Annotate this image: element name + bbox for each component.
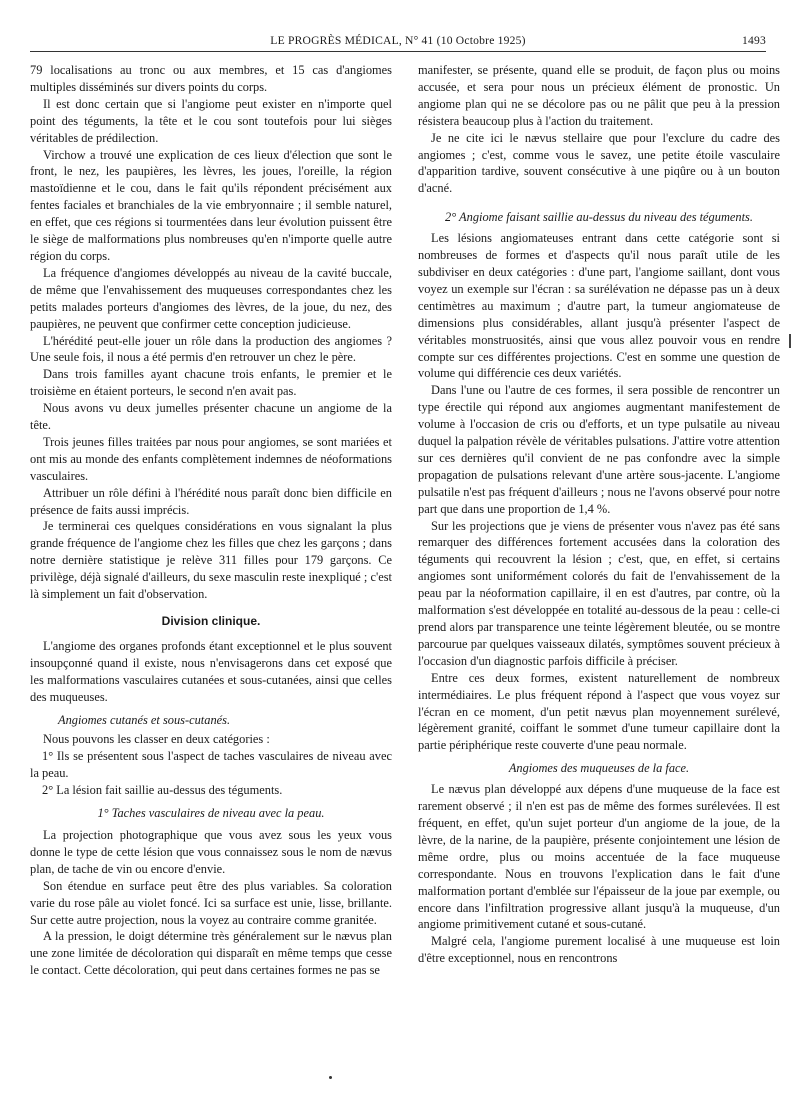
left-column: [30, 62, 392, 979]
paragraph: Malgré cela, l'angiome purement localisé à une muqueuse est loin d'être exceptionnel, nous en rencontrons: [418, 934, 780, 966]
margin-mark: [789, 334, 791, 348]
subsection-heading: 1° Taches vasculaires de niveau avec la peau.: [97, 806, 325, 821]
paragraph: Dans l'une ou l'autre de ces formes, il sera possible de rencontrer un type érectile qui répond aux angiomes augmentant manifestement de volume à l'occasion de cris ou d'efforts, et un type pulsatile au niveau duquel la palpation révèle de véritables pulsations. J'attire votre attention sur ces dernières qu'il convient de ne pas confondre avec la simple propagation de pulsations relevant d'une artère sous-jacente. L'angiome pulsatile n'est pas fréquent d'ailleurs ; nous ne l'avons observé pour notre part que dans une proportion de 1,4 %.: [418, 383, 780, 516]
right-column: [418, 62, 780, 967]
list-item: 2° La lésion fait saillie au-dessus des téguments.: [42, 783, 283, 798]
paragraph: Entre ces deux formes, existent naturellement de nombreux intermédiaires. Le plus fréquent répond à l'aspect que vous voyez sur l'écran en ce moment, d'un petit nævus plan moyennement surélevé, légèrement granité, coiffant le sommet d'une tumeur capillaire dont la partie périphérique reste couverte d'une peau normale.: [418, 670, 780, 753]
paragraph: Je ne cite ici le nævus stellaire que pour l'exclure du cadre des angiomes ; c'est, comme vous le savez, une petite étoile vasculaire d'apparition tardive, souvent consécutive à une piqûre ou à un bouton d'acné.: [418, 130, 780, 196]
list-item: 1° Ils se présentent sous l'aspect de taches vasculaires de niveau avec la peau.: [30, 749, 392, 781]
paragraph: Trois jeunes filles traitées par nous pour angiomes, se sont mariées et ont mis au monde des enfants complètement indemnes de néoformations vasculaires.: [30, 434, 392, 483]
paragraph: Le nævus plan développé aux dépens d'une muqueuse de la face est rarement observé ; il n'en est pas de même des formes surélevées. Il est fréquent, en effet, qu'un sujet porteur d'un angiome de la joue, de la lèvre, de la narine, de la paupière, présente conjointement une lésion de même ordre, plus ou moins accentuée de la face muqueuse correspondante. Nous en trouvons l'explication dans le fait d'une malformation portant d'emblée sur l'épaisseur de la joue par exemple, ou encore dans l'infiltration progressive allant jusqu'à la muqueuse, d'un angiome primitivement cutané et sous-cutané.: [418, 782, 780, 932]
paragraph: La projection photographique que vous avez sous les yeux vous donne le type de cette lésion que vous connaissez sous le nom de nævus plan, de tache de vin ou encore d'envie.: [30, 827, 392, 876]
print-dot: [329, 1076, 332, 1079]
subsection-heading: Angiomes des muqueuses de la face.: [508, 761, 690, 776]
paragraph: Je terminerai ces quelques considérations en vous signalant la plus grande fréquence de l'angiome chez les filles que chez les garçons ; dans notre dernière statistique je relève 311 filles pour 179 garçons. Ce privilège, déjà signalé d'ailleurs, du sexe masculin reste inexpliqué ; c'est là simplement un fait d'observation.: [30, 519, 392, 602]
paragraph: Attribuer un rôle défini à l'hérédité nous paraît donc bien difficile en présence de faits aussi imprécis.: [30, 485, 392, 517]
section-heading: Division clinique.: [161, 614, 261, 628]
journal-title: LE PROGRÈS MÉDICAL, N° 41 (10 Octobre 1925): [270, 34, 526, 47]
paragraph: Virchow a trouvé une explication de ces lieux d'élection que sont le front, le nez, les paupières, les lèvres, les joues, l'oreille, la région mastoïdienne et le cou, dans le fait qu'ils répondent précisément aux fentes faciales et branchiales de la vie embryonnaire ; il semble naturel, en effet, que ces régions si tourmentées dans leur évolution puissent être le siège de malformations plus nombreuses qu'en n'importe quelle autre région du corps.: [30, 147, 392, 263]
paragraph: La fréquence d'angiomes développés au niveau de la cavité buccale, de même que l'envahissement des muqueuses correspondantes chez les petits malades porteurs d'angiomes des lèvres, de la joue, du nez, des paupières, ne peuvent que confirmer cette conception judicieuse.: [30, 265, 392, 331]
paragraph: Nous pouvons les classer en deux catégories :: [43, 732, 270, 747]
paragraph: L'hérédité peut-elle jouer un rôle dans la production des angiomes ? Une seule fois, il nous a été permis d'en retrouver un chez le père.: [30, 333, 392, 365]
paragraph: Il est donc certain que si l'angiome peut exister en n'importe quel point des téguments, la tête et le cou sont toutefois pour lui sièges véritables de prédilection.: [30, 96, 392, 145]
page-number: 1493: [742, 34, 766, 47]
paragraph: Dans trois familles ayant chacune trois enfants, le premier et le troisième en étaient porteurs, le second n'en avait pas.: [30, 367, 392, 399]
paragraph: L'angiome des organes profonds étant exceptionnel et le plus souvent insoupçonné quand il existe, nous n'envisagerons dans cet exposé que les malformations vasculaires cutanées et sous-cutanées, ainsi que celles des muqueuses.: [30, 638, 392, 704]
paragraph: Son étendue en surface peut être des plus variables. Sa coloration varie du rose pâle au violet foncé. Ici sa surface est unie, lisse, brillante. Sur cette autre projection, nous la voyez au contraire comme granitée.: [30, 878, 392, 927]
running-header: [30, 33, 766, 52]
paragraph: A la pression, le doigt détermine très généralement sur le nævus plan une zone limitée de décoloration qui disparaît en même temps que cesse le contact. Cette décoloration, qui peut dans certaines formes ne pas se: [30, 929, 392, 978]
paragraph: 79 localisations au tronc ou aux membres, et 15 cas d'angiomes multiples disséminés sur divers points du corps.: [30, 63, 392, 94]
subsection-heading: 2° Angiome faisant saillie au-dessus du niveau des téguments.: [445, 210, 753, 225]
subsection-heading: Angiomes cutanés et sous-cutanés.: [58, 712, 231, 727]
paragraph: Nous avons vu deux jumelles présenter chacune un angiome de la tête.: [30, 401, 392, 433]
paragraph: Sur les projections que je viens de présenter vous n'avez pas été sans remarquer des différences fortement accusées dans la coloration des téguments qui recouvrent la lésion ; c'est, que, en effet, si certains angiomes sont uniformément colorés du fait de l'envahissement de la peau par la néoformation capillaire, il en est d'autres, par contre, où la malformation s'est développée en totalité au-dessous de la peau : celle-ci prend alors par transparence une teinte légèrement bleutée, ou se montre parcourue par quelques vaisseaux dilatés, symptômes souvent précieux à l'occasion d'un diagnostic parfois difficile à préciser.: [418, 518, 780, 668]
paragraph: manifester, se présente, quand elle se produit, de façon plus ou moins accusée, et sera pour nous un précieux élément de pronostic. Un angiome plan qui ne se décolore pas ou ne pâlit que peu à la pression résistera beaucoup plus à l'action du traitement.: [418, 63, 780, 128]
paragraph: Les lésions angiomateuses entrant dans cette catégorie sont si nombreuses de formes et d'aspects qu'il nous paraît utile de les subdiviser en deux catégories : d'une part, l'angiome saillant, dont vous voyez un exemple sur l'écran : sa surélévation ne dépasse pas un à deux centimètres au maximum ; d'autre part, la tumeur angiomateuse de dimensions plus considérables, allant jusqu'à présenter l'aspect de véritables monstruosités, ainsi que vous allez pouvoir vous en rendre compte sur ces différentes projections. C'est en somme une question de volume qui différencie ces deux variétés.: [418, 231, 780, 381]
